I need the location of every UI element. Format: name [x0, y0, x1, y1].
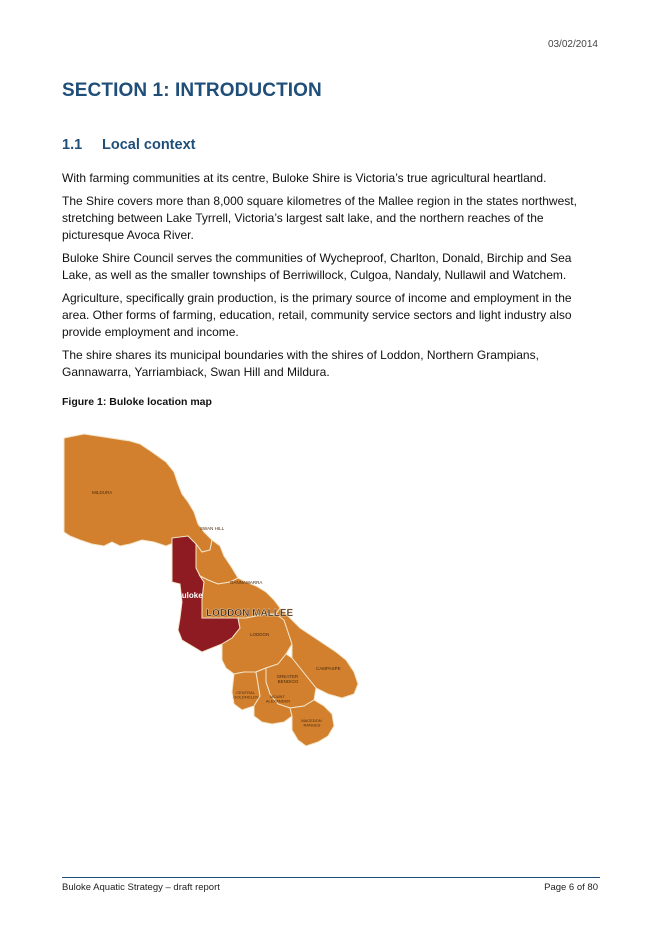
map-label-greater-bendigo	[277, 674, 300, 684]
subsection-number: 1.1	[62, 137, 83, 153]
map-label-central-goldfields-line2: GOLDFIELDS	[233, 694, 259, 700]
map-label-central-goldfields	[233, 690, 259, 700]
header-date: 03/02/2014	[547, 39, 598, 50]
map-label-greater-bendigo-line2: BENDIGO	[277, 679, 299, 684]
map-label-central-goldfields-line1: CENTRAL	[236, 690, 255, 695]
paragraph: Buloke Shire Council serves the communities of Wycheproof, Charlton, Donald, Birchip and Sea Lake, as well as the smaller townships of Berriwillock, Culgoa, Nandaly, Nullawil and Watchem.	[62, 251, 572, 282]
subsection-heading	[62, 137, 195, 153]
location-map	[62, 432, 372, 752]
paragraph: The Shire covers more than 8,000 square kilometres of the Mallee region in the states northwest, stretching between Lake Tyrrell, Victoria’s largest salt lake, and the northern reaches of the picturesque Avoca River.	[62, 194, 577, 242]
map-label-macedon-ranges	[301, 718, 323, 728]
map-label-mildura: MILDURA	[92, 490, 113, 495]
body-text	[62, 170, 602, 387]
map-label-mount-alexander-line2: ALEXANDER	[265, 698, 291, 704]
map-label-campaspe: CAMPASPE	[316, 666, 341, 671]
map-label-region: LODDON MALLEE	[206, 608, 294, 619]
map-label-macedon-ranges-line2: RANGES	[303, 722, 321, 728]
map-region-mildura	[64, 434, 212, 552]
paragraph: Agriculture, specifically grain production, is the primary source of income and employment in the area. Other forms of farming, education, retail, community service sectors and light industry also provide employment and income.	[62, 291, 572, 339]
footer-divider	[62, 877, 600, 878]
map-label-gannawarra: GANNAWARRA	[230, 580, 263, 585]
map-label-loddon: LODDON	[250, 632, 270, 637]
paragraph: The shire shares its municipal boundaries with the shires of Loddon, Northern Grampians, Gannawarra, Yarriambiack, Swan Hill and Mildura.	[62, 348, 539, 379]
map-label-macedon-ranges-line1: MACEDON	[301, 718, 322, 723]
map-label-buloke: Buloke	[176, 591, 203, 600]
footer-document-title: Buloke Aquatic Strategy – draft report	[62, 882, 220, 893]
subsection-title: Local context	[102, 137, 196, 153]
paragraph: With farming communities at its centre, Buloke Shire is Victoria’s true agricultural heartland.	[62, 171, 547, 185]
figure-caption: Figure 1: Buloke location map	[62, 396, 212, 408]
map-label-greater-bendigo-line1: GREATER	[276, 674, 299, 679]
map-label-swan-hill: SWAN HILL	[200, 526, 225, 531]
section-title: SECTION 1: INTRODUCTION	[62, 80, 322, 101]
map-label-mount-alexander-line1: MOUNT	[270, 694, 285, 699]
footer-page-number: Page 6 of 80	[544, 882, 598, 893]
